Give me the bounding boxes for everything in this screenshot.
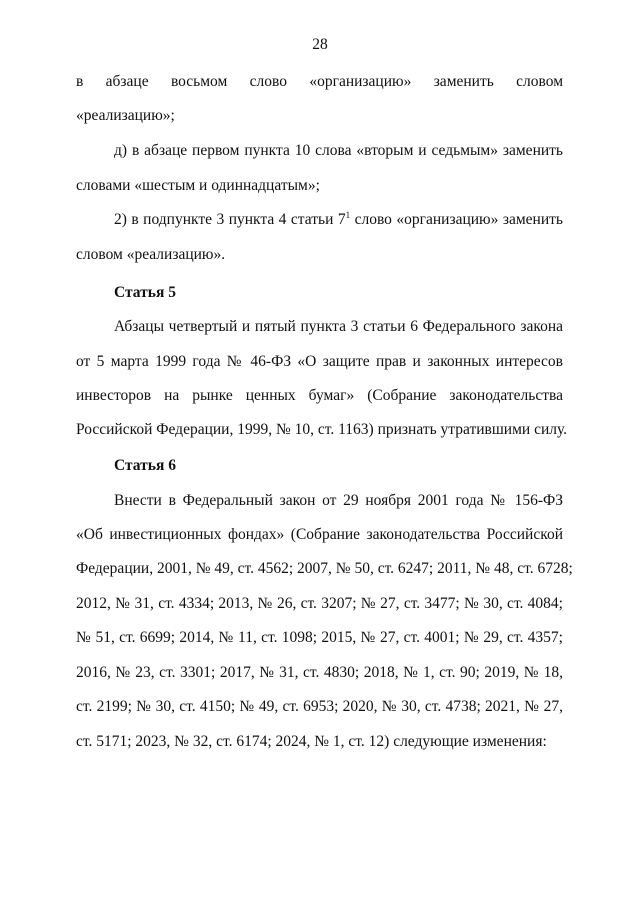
- paragraph-d-line-2: словами «шестым и одиннадцатым»;: [76, 177, 320, 194]
- paragraph-2-line-2: словом «реализацию».: [76, 246, 226, 263]
- article-6-line-1: Внести в Федеральный закон от 29 ноября 2001 года № 156-ФЗ: [114, 492, 563, 509]
- page-number: 28: [312, 36, 328, 53]
- article-6-line-8: ст. 5171; 2023, № 32, ст. 6174; 2024, № 1, ст. 12) следующие изменения:: [76, 733, 547, 750]
- article-6-line-4: 2012, № 31, ст. 4334; 2013, № 26, ст. 3207; № 27, ст. 3477; № 30, ст. 4084;: [76, 595, 563, 612]
- article-5-heading: Статья 5: [114, 284, 176, 301]
- article-5-line-3: инвесторов на рынке ценных бумаг» (Собрание законодательства: [76, 387, 563, 404]
- article-6-line-6: 2016, № 23, ст. 3301; 2017, № 31, ст. 4830; 2018, № 1, ст. 90; 2019, № 18,: [76, 664, 563, 681]
- article-6-heading: Статья 6: [114, 457, 176, 474]
- article-5-line-2: от 5 марта 1999 года № 46-ФЗ «О защите прав и законных интересов: [76, 353, 563, 370]
- article-6-line-3: Федерации, 2001, № 49, ст. 4562; 2007, № 50, ст. 6247; 2011, № 48, ст. 6728;: [76, 560, 573, 577]
- article-6-line-2: «Об инвестиционных фондах» (Собрание законодательства Российской: [76, 526, 563, 543]
- paragraph-v-line-1: в абзаце восьмом слово «организацию» заменить словом: [76, 73, 563, 90]
- paragraph-v-line-2: «реализацию»;: [76, 107, 175, 124]
- paragraph-2-text-after: слово «организацию» заменить: [350, 211, 563, 228]
- paragraph-d-line-1: д) в абзаце первом пункта 10 слова «вторым и седьмым» заменить: [114, 142, 563, 159]
- article-6-line-7: ст. 2199; № 30, ст. 4150; № 49, ст. 6953; 2020, № 30, ст. 4738; 2021, № 27,: [76, 698, 563, 715]
- article-5-line-1: Абзацы четвертый и пятый пункта 3 статьи 6 Федерального закона: [114, 318, 563, 335]
- paragraph-2-superscript: 1: [345, 209, 351, 220]
- article-5-line-4: Российской Федерации, 1999, № 10, ст. 1163) признать утратившими силу.: [76, 421, 568, 438]
- article-6-line-5: № 51, ст. 6699; 2014, № 11, ст. 1098; 2015, № 27, ст. 4001; № 29, ст. 4357;: [76, 629, 563, 646]
- paragraph-2-line-1: [114, 210, 563, 230]
- paragraph-2-text-before: 2) в подпункте 3 пункта 4 статьи 7: [114, 211, 346, 228]
